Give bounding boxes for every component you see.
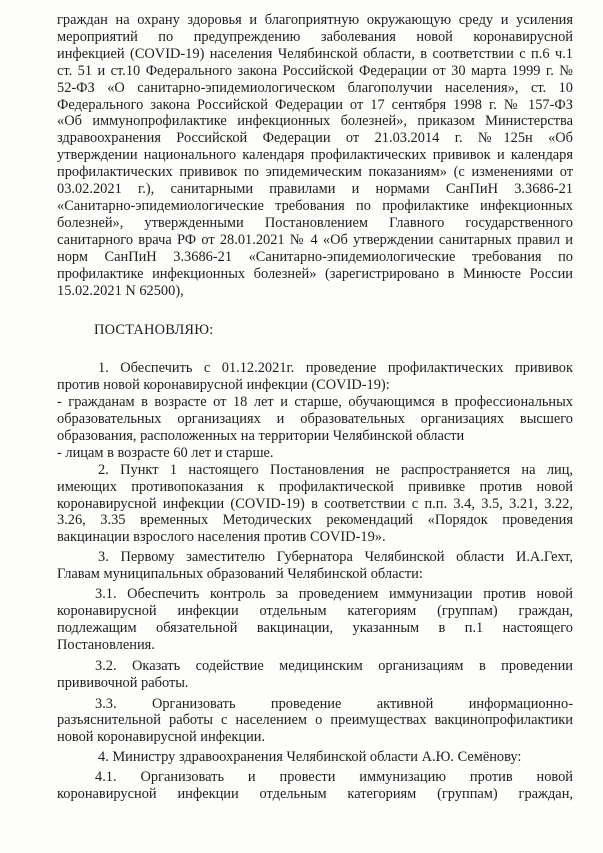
item-line: 3.3. Организовать проведение активной информационно-: [95, 695, 573, 712]
decree-item-4: [57, 749, 573, 766]
intro-line: здравоохранения Российской Федерации от 21.03.2014 г. №125н «Об: [57, 130, 573, 147]
item-line: Постановления.: [57, 636, 155, 653]
item-line: коронавирусной инфекции отдельным категориям (группам) граждан,: [57, 603, 573, 619]
item-line: 3.26, 3.35 временных Методических рекомендаций «Порядок проведения: [57, 512, 573, 529]
item-line: имеющих противопоказания к профилактической прививке против новой: [57, 478, 573, 495]
intro-line: инфекцией (COVID-19) населения Челябинской области, в соответствии с п.6 ч.1: [57, 45, 573, 62]
item-line: - лицам в возрасте 60 лет и старше.: [57, 444, 274, 461]
item-line: коронавирусной инфекции отдельным категориям (группам) граждан,: [57, 786, 573, 803]
item-line: - гражданам в возрасте от 18 лет и старше, обучающимся в профессиональных: [57, 394, 573, 411]
item-line: новой коронавирусной инфекции.: [57, 729, 266, 746]
item-line: образования, расположенных на территории Челябинской области: [57, 427, 465, 444]
decree-item-1: [57, 360, 573, 461]
item-line: Главам муниципальных образований Челябинской области:: [57, 566, 423, 583]
intro-line: санитарного врача РФ от 28.01.2021 № 4 «Об утверждении санитарных правил и: [57, 231, 573, 248]
intro-line: 03.02.2021 г.), санитарными правилами и нормами СанПиН 3.3686-21: [57, 181, 573, 198]
item-line: образовательных организациях и образовательных организациях высшего: [57, 411, 573, 428]
intro-line: норм СанПиН 3.3686-21 «Санитарно-эпидемиологические требования по: [57, 248, 573, 265]
decree-item-3-2: [57, 658, 573, 692]
decree-item-4-1: [57, 769, 573, 803]
intro-line: болезней», утвержденными Постановлением Главного государственного: [57, 214, 573, 231]
decree-heading: ПОСТАНОВЛЯЮ:: [94, 322, 214, 339]
item-line: 3.2. Оказать содействие медицинским организациям в проведении: [95, 657, 573, 674]
decree-item-3-1: [57, 586, 573, 654]
intro-line: «Санитарно-эпидемиологические требования по профилактике инфекционных: [57, 197, 573, 214]
item-line: разъяснительной работы с населением о преимуществах вакцинопрофилактики: [57, 712, 573, 729]
intro-line: граждан на охрану здоровья и благоприятную окружающую среду и усиления: [57, 12, 573, 28]
item-line: 1. Обеспечить с 01.12.2021г. проведение профилактических прививок: [98, 360, 573, 377]
item-line: 4.1. Организовать и провести иммунизацию против новой: [95, 769, 573, 786]
intro-line: профилактике инфекционных болезней» (зарегистрировано в Минюсте России: [57, 265, 573, 282]
intro-line: Федерального закона Российской Федерации от 17 сентября 1998 г. № 157-ФЗ: [57, 96, 573, 113]
item-line: против новой коронавирусной инфекции (COVID-19):: [57, 377, 390, 394]
item-line: 4. Министру здравоохранения Челябинской области А.Ю. Семёнову:: [98, 749, 522, 766]
item-line: подлежащим обязательной вакцинации, указанным в п.1 настоящего: [57, 619, 573, 636]
intro-line: мероприятий по предупреждению заболевания новой коронавирусной: [57, 28, 573, 45]
intro-paragraph: [57, 12, 573, 299]
item-line: прививочной работы.: [57, 674, 189, 691]
item-line: 3.1. Обеспечить контроль за проведением иммунизации против новой: [95, 586, 573, 603]
item-line: 2. Пункт 1 настоящего Постановления не распространяется на лиц,: [98, 461, 573, 478]
intro-line: профилактических прививок по эпидемическим показаниям» (с изменениями от: [57, 164, 573, 181]
intro-line: 52-ФЗ «О санитарно-эпидемиологическом благополучии населения», ст. 10: [57, 79, 573, 96]
intro-line: «Об иммунопрофилактике инфекционных болезней», приказом Министерства: [57, 113, 573, 130]
intro-line: утверждении национального календаря профилактических прививок и календаря: [57, 147, 573, 164]
intro-line: ст. 51 и ст.10 Федерального закона Российской Федерации от 30 марта 1999 г. №: [57, 62, 573, 79]
decree-item-2: [57, 462, 573, 547]
item-line: коронавирусной инфекции (COVID-19) в соответствии с п.п. 3.4, 3.5, 3.21, 3.22,: [57, 495, 573, 512]
item-line: вакцинации взрослого населения против COVID-19».: [57, 529, 386, 546]
intro-line: 15.02.2021 N 62500),: [57, 282, 184, 299]
item-line: 3. Первому заместителю Губернатора Челябинской области И.А.Гехт,: [98, 549, 573, 566]
decree-item-3-3: [57, 696, 573, 747]
decree-item-3: [57, 549, 573, 583]
